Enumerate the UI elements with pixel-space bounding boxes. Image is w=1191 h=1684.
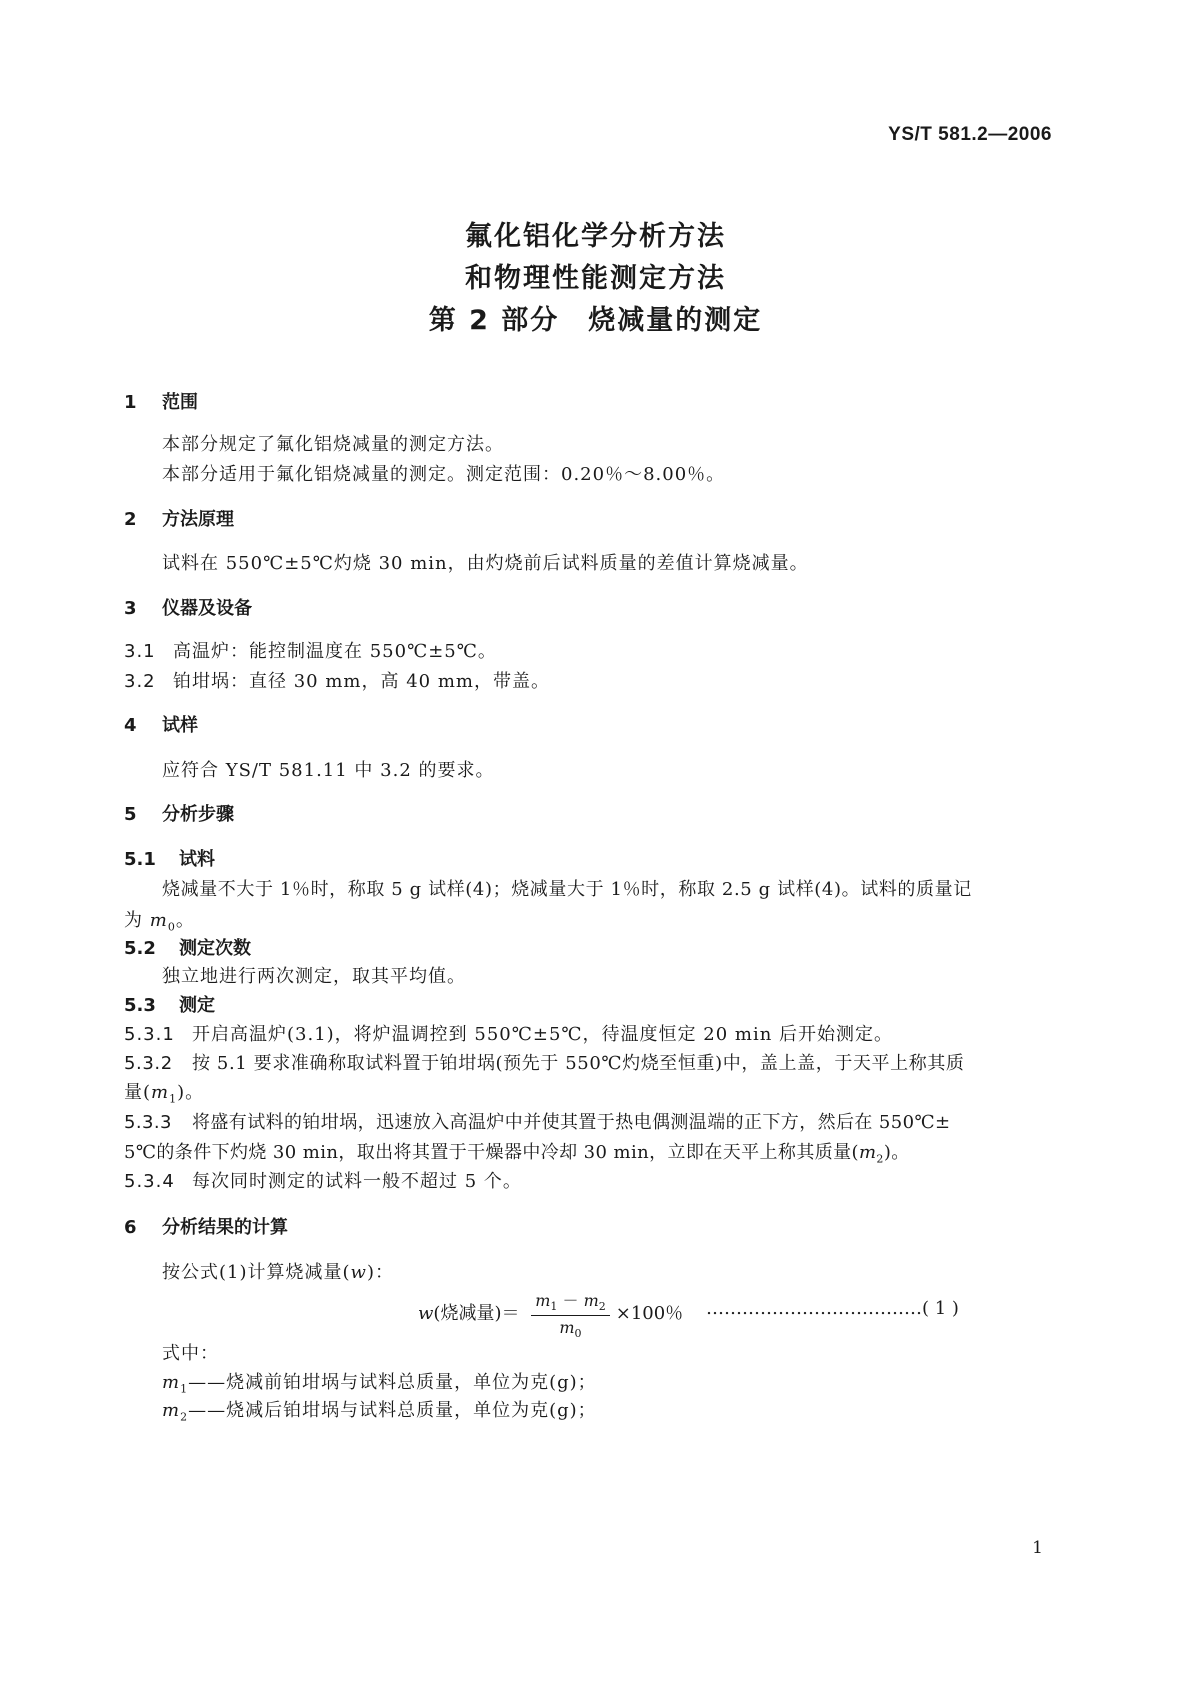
paragraph: 本部分适用于氟化铝烧减量的测定。测定范围：0.20％～8.00％。 bbox=[162, 464, 726, 485]
section-title: 试样 bbox=[162, 715, 198, 736]
title-line-2: 和物理性能测定方法 bbox=[465, 263, 726, 294]
definition-m2: $m_2——$烧减后铂坩埚与试料总质量，单位为克(g)； bbox=[162, 1400, 597, 1424]
clause-text: 铂坩埚：直径 30 mm，高 40 mm，带盖。 bbox=[173, 671, 550, 692]
clause-5-3-1 bbox=[124, 1020, 893, 1046]
title-line-3: 第 2 部分 烧减量的测定 bbox=[428, 305, 763, 336]
subsection-title: 测定次数 bbox=[179, 938, 251, 959]
clause-text: 按 5.1 要求准确称取试料置于铂坩埚(预先于 550℃灼烧至恒重)中，盖上盖，于天平上称其质 bbox=[192, 1053, 965, 1074]
section-number: 5 bbox=[124, 804, 137, 825]
clause-5-3-4 bbox=[124, 1167, 522, 1193]
section-title: 分析步骤 bbox=[162, 804, 234, 825]
equation-number: ( 1 ) bbox=[922, 1298, 959, 1319]
section-number: 3 bbox=[124, 598, 137, 619]
clause-continuation: 5℃的条件下灼烧 30 min，取出将其置于干燥器中冷却 30 min，立即在天平上称其质量$(m_2)$。 bbox=[124, 1142, 910, 1166]
section-number: 6 bbox=[124, 1217, 137, 1238]
title-line-1: 氟化铝化学分析方法 bbox=[465, 221, 726, 252]
clause-text: 将盛有试料的铂坩埚，迅速放入高温炉中并使其置于热电偶测温端的正下方，然后在 550℃± bbox=[192, 1112, 951, 1133]
section-3-heading bbox=[124, 594, 252, 620]
paragraph: 试料在 550℃±5℃灼烧 30 min，由灼烧前后试料质量的差值计算烧减量。 bbox=[162, 553, 809, 574]
clause-text: 开启高温炉(3.1)，将炉温调控到 550℃±5℃，待温度恒定 20 min 后开始测定。 bbox=[192, 1024, 894, 1045]
paragraph: 应符合 YS/T 581.11 中 3.2 的要求。 bbox=[162, 760, 495, 781]
paragraph: 按公式(1)计算烧减量(w)： bbox=[162, 1262, 394, 1283]
clause-number: 5.3.2 bbox=[124, 1053, 173, 1074]
section-title: 范围 bbox=[162, 392, 198, 413]
section-number: 2 bbox=[124, 509, 137, 530]
clause-3-1 bbox=[124, 637, 497, 663]
formula-leader: ………………………………( 1 ) bbox=[706, 1298, 959, 1319]
clause-text: 高温炉：能控制温度在 550℃±5℃。 bbox=[173, 641, 497, 662]
page-number: 1 bbox=[1032, 1538, 1043, 1558]
subsection-5-3-heading bbox=[124, 991, 215, 1017]
section-title: 仪器及设备 bbox=[162, 598, 252, 619]
clause-3-2 bbox=[124, 667, 550, 693]
clause-number: 3.1 bbox=[124, 641, 156, 662]
section-5-heading bbox=[124, 800, 234, 826]
subsection-number: 5.1 bbox=[124, 849, 156, 870]
section-number: 1 bbox=[124, 392, 137, 413]
section-2-heading bbox=[124, 505, 234, 531]
fraction: $\frac{m_1 - m_2}{m_0}$ bbox=[531, 1288, 610, 1340]
clause-number: 5.3.1 bbox=[124, 1024, 175, 1045]
paragraph: 烧减量不大于 1％时，称取 5 g 试样(4)；烧减量大于 1％时，称取 2.5 g 试样(4)。试料的质量记 bbox=[162, 879, 972, 900]
paragraph: 独立地进行两次测定，取其平均值。 bbox=[162, 966, 466, 987]
section-title: 方法原理 bbox=[162, 509, 234, 530]
subsection-5-2-heading bbox=[124, 934, 251, 960]
section-number: 4 bbox=[124, 715, 137, 736]
subsection-title: 测定 bbox=[179, 995, 215, 1016]
where-label: 式中： bbox=[162, 1343, 219, 1364]
subsection-title: 试料 bbox=[179, 849, 215, 870]
clause-number: 5.3.4 bbox=[124, 1171, 175, 1192]
subsection-number: 5.3 bbox=[124, 995, 156, 1016]
paragraph: 本部分规定了氟化铝烧减量的测定方法。 bbox=[162, 434, 504, 455]
clause-5-3-3 bbox=[124, 1108, 951, 1134]
paragraph-continuation: 为 $m_0$。 bbox=[124, 910, 195, 934]
section-4-heading bbox=[124, 711, 198, 737]
clause-5-3-2 bbox=[124, 1049, 965, 1075]
section-title: 分析结果的计算 bbox=[162, 1217, 288, 1238]
subsection-number: 5.2 bbox=[124, 938, 156, 959]
standard-code: YS/T 581.2—2006 bbox=[888, 124, 1052, 145]
formula-1: w(烧减量)＝ $\frac{m_1 - m_2}{m_0}$ ×100％ bbox=[418, 1288, 683, 1340]
section-6-heading bbox=[124, 1213, 288, 1239]
clause-number: 5.3.3 bbox=[124, 1112, 172, 1133]
definition-m1: $m_1——$烧减前铂坩埚与试料总质量，单位为克(g)； bbox=[162, 1372, 597, 1396]
clause-continuation: 量$(m_1)$。 bbox=[124, 1082, 205, 1106]
clause-number: 3.2 bbox=[124, 671, 156, 692]
section-1-heading bbox=[124, 388, 198, 414]
subsection-5-1-heading bbox=[124, 845, 215, 871]
clause-text: 每次同时测定的试料一般不超过 5 个。 bbox=[192, 1171, 522, 1192]
